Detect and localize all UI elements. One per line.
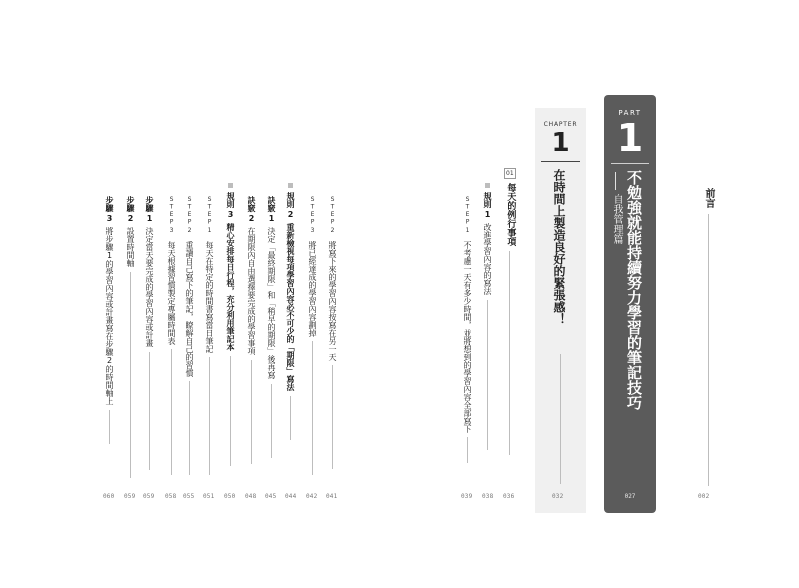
toc-entry[interactable]	[167, 196, 175, 475]
entry-page: 036	[503, 493, 515, 500]
entry-tag: STEP	[464, 196, 471, 226]
entry-page: 048	[245, 493, 257, 500]
entry-page: 059	[124, 493, 136, 500]
entry-leader	[271, 384, 272, 458]
entry-text: 決定「最終期限」和「稍早的期限」後再寫	[267, 227, 276, 379]
entry-tag: 規則	[226, 192, 235, 208]
entry-text: 重新檢視每項學習內容必不可少的「期限」寫法	[286, 223, 295, 391]
entry-leader	[312, 341, 313, 475]
entry-page: 059	[143, 493, 155, 500]
entry-tag-number: 1	[483, 210, 492, 219]
entry-text: 將已經達成的學習內容劃掉	[308, 240, 317, 337]
entry-text: 不考慮一天有多少時間，並將想到的學習內容全部寫下	[463, 240, 472, 433]
entry-tag-number: 2	[329, 227, 336, 235]
bullet-square-icon	[485, 183, 490, 188]
entry-leader	[332, 365, 333, 469]
toc-entry[interactable]	[226, 183, 234, 466]
chapter-title[interactable]: 在時間上製造良好的緊張感！	[552, 169, 566, 325]
bullet-square-icon	[288, 183, 293, 188]
entry-tag: 訣竅	[247, 196, 256, 212]
toc-entry[interactable]	[308, 196, 316, 475]
toc-entry[interactable]	[185, 196, 193, 475]
preface-page: 002	[698, 493, 710, 500]
entry-text: 改進學習內容的寫法	[483, 223, 492, 295]
entry-leader	[251, 360, 252, 464]
entry-page: 044	[285, 493, 297, 500]
entry-tag: STEP	[309, 196, 316, 226]
entry-text: 在期限內自由選擇要完成的學習事項	[247, 227, 256, 355]
toc-entry[interactable]	[463, 196, 471, 463]
entry-tag-number: 1	[267, 214, 276, 223]
entry-page: 045	[265, 493, 277, 500]
entry-tag-number: 2	[286, 210, 295, 219]
entry-page: 042	[306, 493, 318, 500]
entry-text: 決定當天要完成的學習內容或計畫	[145, 227, 154, 347]
chapter-label: CHAPTER	[543, 121, 578, 128]
entry-tag: STEP	[186, 196, 193, 226]
entry-tag: 步驟	[126, 196, 135, 212]
entry-leader	[130, 272, 131, 478]
entry-page: 060	[103, 493, 115, 500]
entry-leader	[509, 251, 510, 455]
chapter-leader	[560, 354, 561, 484]
entry-text: 每天在特定的時間書寫當日筆記	[205, 240, 214, 353]
entry-text: 將寫下來的學習內容按寫在另一天	[328, 240, 337, 361]
entry-page: 055	[183, 493, 195, 500]
toc-entry[interactable]	[286, 183, 294, 440]
entry-tag-number: 2	[247, 214, 256, 223]
entry-tag: 訣竅	[267, 196, 276, 212]
entry-text: 每天根據習慣製定專屬時間表	[167, 240, 176, 345]
toc-entry[interactable]	[126, 196, 134, 478]
toc-entry[interactable]	[205, 196, 213, 475]
entry-tag-number: 1	[464, 227, 471, 235]
chapter-page: 032	[552, 493, 564, 500]
entry-leader	[290, 396, 291, 440]
entry-leader	[467, 437, 468, 463]
entry-tag: STEP	[168, 196, 175, 226]
part-divider	[611, 163, 649, 164]
section-number-badge: 01	[506, 170, 514, 177]
entry-tag: 規則	[286, 192, 295, 208]
entry-text: 每天的例行事項	[505, 183, 516, 246]
chapter-number: 1	[551, 128, 570, 158]
entry-text: 重讀自己寫下的筆記，瞭解自己的習慣	[185, 240, 194, 377]
entry-tag: 步驟	[105, 196, 114, 212]
entry-leader	[230, 356, 231, 466]
part-title[interactable]: 不勉強就能持續努力學習的筆記技巧	[625, 170, 643, 410]
toc-entry[interactable]	[267, 196, 275, 458]
preface-title: 前言	[703, 188, 714, 208]
entry-tag-number: 3	[309, 227, 316, 235]
toc-entry[interactable]	[105, 196, 113, 444]
part-sub-divider	[615, 172, 616, 190]
part-label: PART	[618, 109, 642, 117]
entry-leader	[209, 357, 210, 475]
preface-entry[interactable]	[703, 188, 713, 486]
entry-tag-number: 1	[145, 214, 154, 223]
entry-tag-number: 2	[186, 227, 193, 235]
entry-leader	[149, 352, 150, 470]
entry-page: 041	[326, 493, 338, 500]
entry-page: 038	[482, 493, 494, 500]
entry-page: 039	[461, 493, 473, 500]
entry-page: 051	[203, 493, 215, 500]
entry-text: 精心安排每日行程，充分利用筆記本	[226, 223, 235, 351]
entry-tag-number: 3	[168, 227, 175, 235]
entry-tag-number: 3	[226, 210, 235, 219]
toc-entry[interactable]	[483, 183, 491, 450]
entry-page: 058	[165, 493, 177, 500]
preface-leader	[708, 214, 709, 486]
entry-tag: STEP	[206, 196, 213, 226]
entry-tag: STEP	[329, 196, 336, 226]
entry-tag: 規則	[483, 192, 492, 208]
entry-leader	[189, 381, 190, 475]
entry-tag-number: 2	[126, 214, 135, 223]
entry-tag-number: 3	[105, 214, 114, 223]
entry-leader	[171, 349, 172, 475]
toc-entry[interactable]	[145, 196, 153, 470]
part-page: 027	[624, 493, 636, 500]
chapter-divider	[541, 161, 580, 162]
entry-tag-number: 1	[206, 227, 213, 235]
part-number: 1	[616, 116, 644, 160]
toc-entry[interactable]	[328, 196, 336, 469]
entry-page: 050	[224, 493, 236, 500]
entry-leader	[109, 410, 110, 444]
part-subtitle: 自我管理篇	[611, 194, 622, 244]
entry-leader	[487, 300, 488, 450]
bullet-square-icon	[228, 183, 233, 188]
toc-entry[interactable]	[247, 196, 255, 464]
entry-text: 將步驟1的學習內容或計畫寫在步驟2的時間軸上	[105, 227, 114, 405]
entry-text: 設置時間軸	[126, 227, 135, 267]
toc-entry[interactable]	[504, 168, 516, 455]
entry-tag: 步驟	[145, 196, 154, 212]
